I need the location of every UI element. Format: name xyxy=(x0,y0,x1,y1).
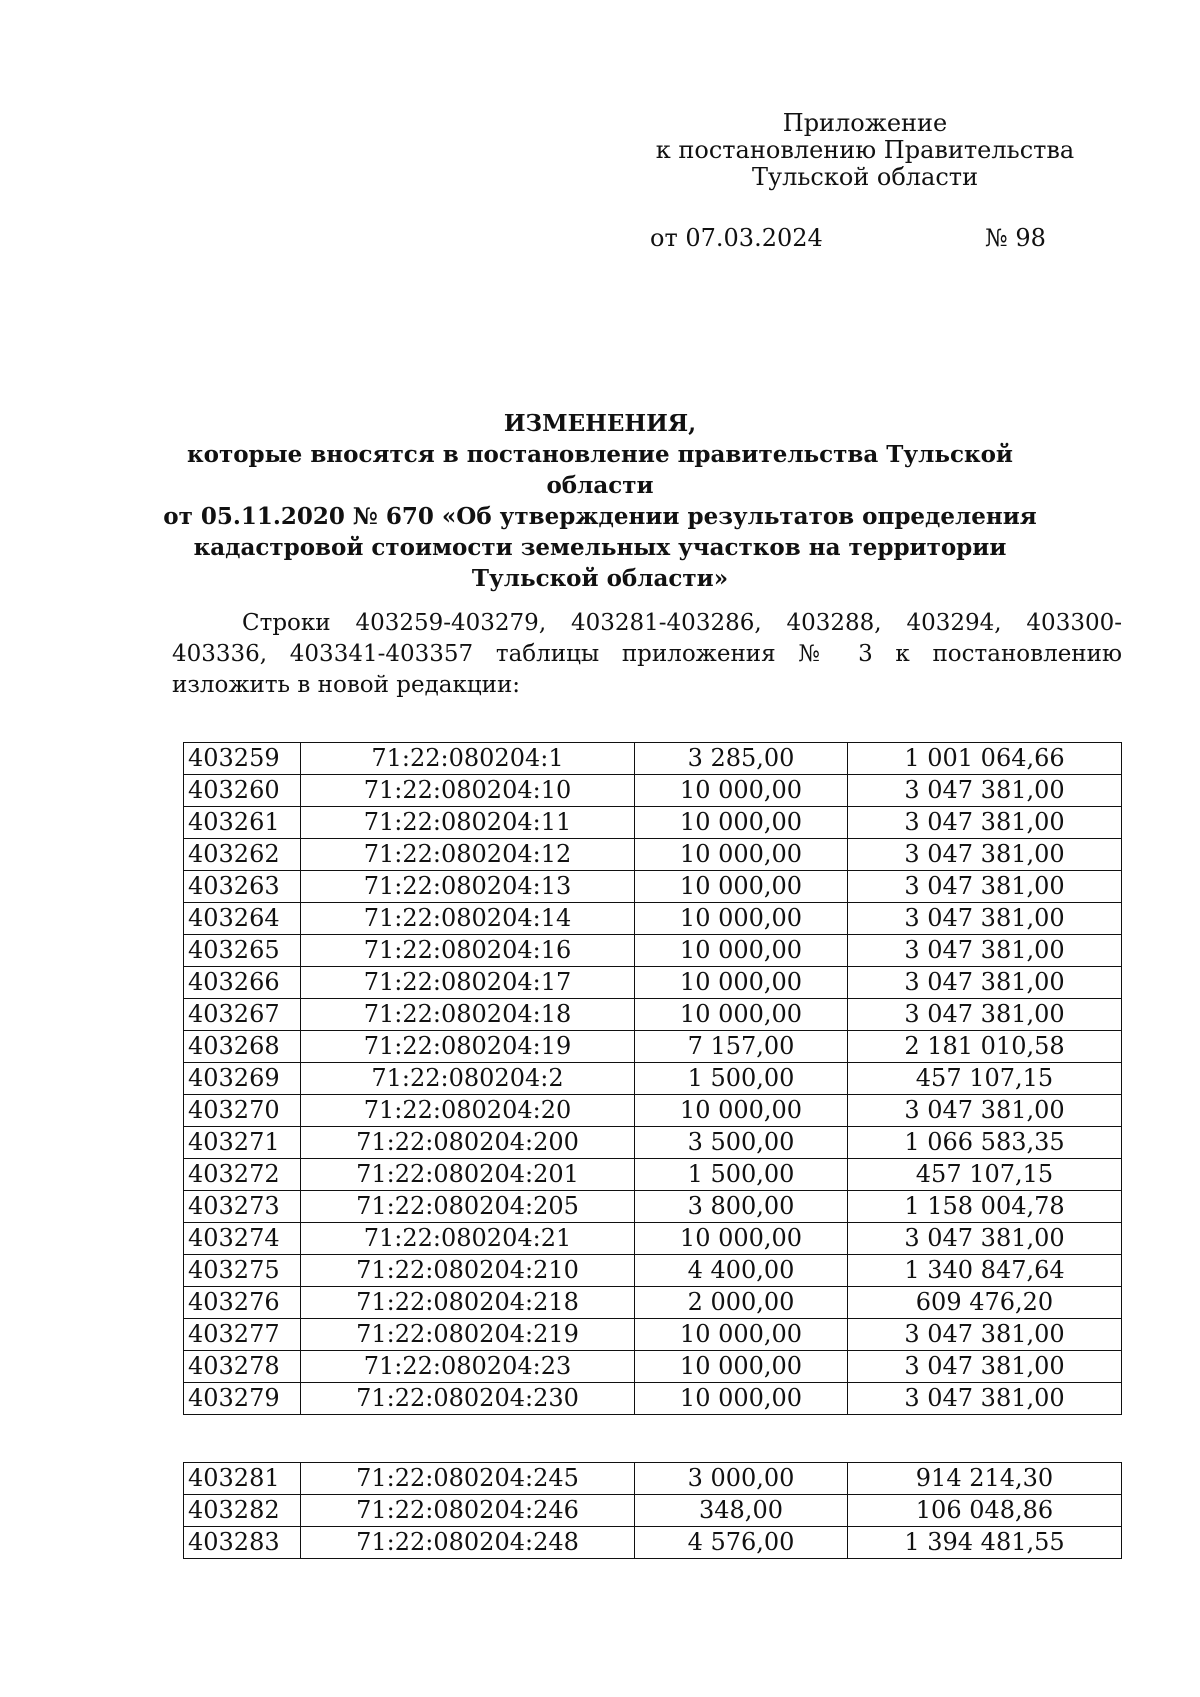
area-cell: 7 157,00 xyxy=(635,1031,848,1063)
row-number-cell: 403260 xyxy=(184,775,301,807)
appendix-line: Тульской области xyxy=(751,163,979,191)
cadastral-value-cell: 1 066 583,35 xyxy=(848,1127,1122,1159)
cadastral-number-cell: 71:22:080204:246 xyxy=(301,1495,635,1527)
area-cell: 10 000,00 xyxy=(635,1351,848,1383)
area-cell: 10 000,00 xyxy=(635,1383,848,1415)
title-line: которые вносятся в постановление правительства Тульской области xyxy=(187,441,1013,499)
table-row xyxy=(184,999,1122,1031)
cadastral-value-cell: 3 047 381,00 xyxy=(848,1319,1122,1351)
row-number-cell: 403274 xyxy=(184,1223,301,1255)
table-row xyxy=(184,1063,1122,1095)
cadastral-value-cell: 3 047 381,00 xyxy=(848,999,1122,1031)
cadastral-value-cell: 3 047 381,00 xyxy=(848,1095,1122,1127)
row-number-cell: 403273 xyxy=(184,1191,301,1223)
appendix-line: к постановлению Правительства xyxy=(655,136,1075,164)
cadastral-value-cell: 457 107,15 xyxy=(848,1159,1122,1191)
table-row xyxy=(184,1287,1122,1319)
table-row xyxy=(184,903,1122,935)
cadastral-value-cell: 3 047 381,00 xyxy=(848,1383,1122,1415)
cadastral-number-cell: 71:22:080204:248 xyxy=(301,1527,635,1559)
cadastral-number-cell: 71:22:080204:1 xyxy=(301,743,635,775)
row-number-cell: 403272 xyxy=(184,1159,301,1191)
row-number-cell: 403267 xyxy=(184,999,301,1031)
area-cell: 10 000,00 xyxy=(635,1319,848,1351)
table-row xyxy=(184,1527,1122,1559)
cadastral-value-cell: 3 047 381,00 xyxy=(848,903,1122,935)
cadastral-number-cell: 71:22:080204:200 xyxy=(301,1127,635,1159)
appendix-line: Приложение xyxy=(782,109,948,137)
table-row xyxy=(184,1255,1122,1287)
document-title xyxy=(150,408,1050,594)
cadastral-value-cell: 3 047 381,00 xyxy=(848,775,1122,807)
appendix-header xyxy=(600,110,1130,191)
row-number-cell: 403275 xyxy=(184,1255,301,1287)
cadastral-number-cell: 71:22:080204:12 xyxy=(301,839,635,871)
table-row xyxy=(184,967,1122,999)
title-line: кадастровой стоимости земельных участков на территории xyxy=(193,534,1007,561)
cadastral-value-cell: 3 047 381,00 xyxy=(848,935,1122,967)
row-number-cell: 403265 xyxy=(184,935,301,967)
cadastral-number-cell: 71:22:080204:10 xyxy=(301,775,635,807)
cadastral-number-cell: 71:22:080204:219 xyxy=(301,1319,635,1351)
table-row xyxy=(184,1495,1122,1527)
table-row xyxy=(184,1463,1122,1495)
cadastral-value-cell: 3 047 381,00 xyxy=(848,967,1122,999)
title-line: Тульской области» xyxy=(471,565,729,592)
cadastral-value-cell: 3 047 381,00 xyxy=(848,807,1122,839)
valuation-table-1 xyxy=(183,742,1122,1415)
cadastral-value-cell: 1 340 847,64 xyxy=(848,1255,1122,1287)
cadastral-number-cell: 71:22:080204:245 xyxy=(301,1463,635,1495)
cadastral-number-cell: 71:22:080204:230 xyxy=(301,1383,635,1415)
table-row xyxy=(184,1095,1122,1127)
table-row xyxy=(184,743,1122,775)
area-cell: 3 800,00 xyxy=(635,1191,848,1223)
cadastral-value-cell: 1 394 481,55 xyxy=(848,1527,1122,1559)
cadastral-value-cell: 1 001 064,66 xyxy=(848,743,1122,775)
cadastral-value-cell: 609 476,20 xyxy=(848,1287,1122,1319)
intro-text: Строки 403259-403279, 403281-403286, 403288, 403294, 403300-403336, 403341-403357 таблицы приложения № 3 к постановлению изложить в новой редакции: xyxy=(172,610,1122,698)
area-cell: 4 576,00 xyxy=(635,1527,848,1559)
cadastral-number-cell: 71:22:080204:18 xyxy=(301,999,635,1031)
table-body xyxy=(184,1463,1122,1559)
table-row xyxy=(184,1031,1122,1063)
cadastral-number-cell: 71:22:080204:210 xyxy=(301,1255,635,1287)
row-number-cell: 403271 xyxy=(184,1127,301,1159)
area-cell: 10 000,00 xyxy=(635,807,848,839)
table-row xyxy=(184,1159,1122,1191)
cadastral-number-cell: 71:22:080204:20 xyxy=(301,1095,635,1127)
area-cell: 10 000,00 xyxy=(635,839,848,871)
row-number-cell: 403268 xyxy=(184,1031,301,1063)
area-cell: 10 000,00 xyxy=(635,871,848,903)
row-number-cell: 403264 xyxy=(184,903,301,935)
document-number: № 98 xyxy=(985,224,1046,252)
area-cell: 10 000,00 xyxy=(635,967,848,999)
cadastral-value-cell: 1 158 004,78 xyxy=(848,1191,1122,1223)
table-row xyxy=(184,839,1122,871)
row-number-cell: 403261 xyxy=(184,807,301,839)
cadastral-number-cell: 71:22:080204:23 xyxy=(301,1351,635,1383)
table-row xyxy=(184,1191,1122,1223)
valuation-table-2 xyxy=(183,1462,1122,1559)
cadastral-value-cell: 914 214,30 xyxy=(848,1463,1122,1495)
cadastral-number-cell: 71:22:080204:21 xyxy=(301,1223,635,1255)
cadastral-value-cell: 106 048,86 xyxy=(848,1495,1122,1527)
area-cell: 10 000,00 xyxy=(635,1095,848,1127)
cadastral-number-cell: 71:22:080204:13 xyxy=(301,871,635,903)
cadastral-value-cell: 3 047 381,00 xyxy=(848,871,1122,903)
row-number-cell: 403278 xyxy=(184,1351,301,1383)
row-number-cell: 403279 xyxy=(184,1383,301,1415)
area-cell: 10 000,00 xyxy=(635,935,848,967)
row-number-cell: 403259 xyxy=(184,743,301,775)
area-cell: 10 000,00 xyxy=(635,903,848,935)
cadastral-value-cell: 3 047 381,00 xyxy=(848,1351,1122,1383)
cadastral-number-cell: 71:22:080204:218 xyxy=(301,1287,635,1319)
area-cell: 348,00 xyxy=(635,1495,848,1527)
row-number-cell: 403262 xyxy=(184,839,301,871)
table-row xyxy=(184,1319,1122,1351)
cadastral-number-cell: 71:22:080204:17 xyxy=(301,967,635,999)
document-date: от 07.03.2024 xyxy=(650,224,823,252)
table-row xyxy=(184,871,1122,903)
table-row xyxy=(184,807,1122,839)
row-number-cell: 403283 xyxy=(184,1527,301,1559)
area-cell: 4 400,00 xyxy=(635,1255,848,1287)
area-cell: 2 000,00 xyxy=(635,1287,848,1319)
row-number-cell: 403270 xyxy=(184,1095,301,1127)
area-cell: 10 000,00 xyxy=(635,775,848,807)
cadastral-value-cell: 457 107,15 xyxy=(848,1063,1122,1095)
table-body xyxy=(184,743,1122,1415)
row-number-cell: 403282 xyxy=(184,1495,301,1527)
table-row xyxy=(184,1127,1122,1159)
area-cell: 1 500,00 xyxy=(635,1063,848,1095)
row-number-cell: 403276 xyxy=(184,1287,301,1319)
area-cell: 10 000,00 xyxy=(635,999,848,1031)
cadastral-number-cell: 71:22:080204:205 xyxy=(301,1191,635,1223)
row-number-cell: 403269 xyxy=(184,1063,301,1095)
table-row xyxy=(184,775,1122,807)
area-cell: 3 000,00 xyxy=(635,1463,848,1495)
area-cell: 10 000,00 xyxy=(635,1223,848,1255)
cadastral-number-cell: 71:22:080204:2 xyxy=(301,1063,635,1095)
row-number-cell: 403277 xyxy=(184,1319,301,1351)
cadastral-number-cell: 71:22:080204:201 xyxy=(301,1159,635,1191)
area-cell: 3 285,00 xyxy=(635,743,848,775)
area-cell: 3 500,00 xyxy=(635,1127,848,1159)
table-row xyxy=(184,1223,1122,1255)
cadastral-number-cell: 71:22:080204:16 xyxy=(301,935,635,967)
row-number-cell: 403281 xyxy=(184,1463,301,1495)
area-cell: 1 500,00 xyxy=(635,1159,848,1191)
table-row xyxy=(184,935,1122,967)
cadastral-value-cell: 3 047 381,00 xyxy=(848,1223,1122,1255)
title-line: от 05.11.2020 № 670 «Об утверждении результатов определения xyxy=(163,503,1037,530)
cadastral-value-cell: 2 181 010,58 xyxy=(848,1031,1122,1063)
title-line: ИЗМЕНЕНИЯ, xyxy=(503,410,697,437)
cadastral-number-cell: 71:22:080204:19 xyxy=(301,1031,635,1063)
row-number-cell: 403263 xyxy=(184,871,301,903)
table-row xyxy=(184,1383,1122,1415)
table-row xyxy=(184,1351,1122,1383)
cadastral-value-cell: 3 047 381,00 xyxy=(848,839,1122,871)
cadastral-number-cell: 71:22:080204:11 xyxy=(301,807,635,839)
cadastral-number-cell: 71:22:080204:14 xyxy=(301,903,635,935)
row-number-cell: 403266 xyxy=(184,967,301,999)
intro-paragraph xyxy=(172,608,1122,701)
